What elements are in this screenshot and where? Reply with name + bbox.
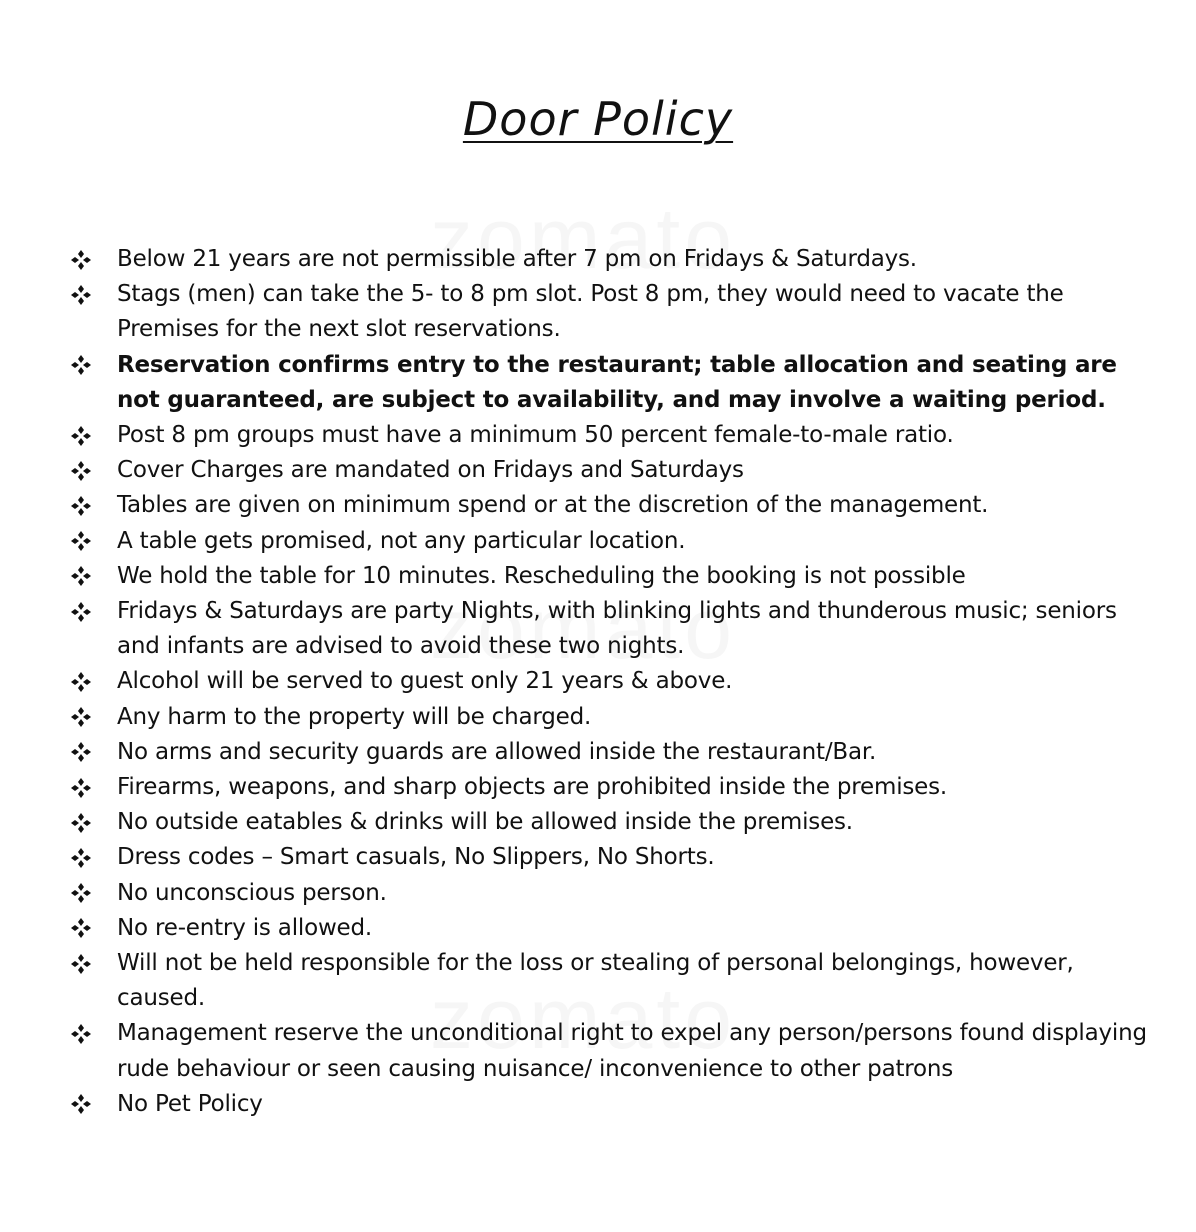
policy-item: [0, 911, 1196, 946]
policy-item: [0, 594, 1196, 664]
policy-item-text: Any harm to the property will be charged.: [117, 703, 592, 730]
policy-item: [0, 277, 1196, 347]
four-diamond-bullet-icon: [68, 524, 94, 559]
four-diamond-bullet-icon: [68, 840, 94, 875]
four-diamond-bullet-icon: [68, 348, 94, 383]
policy-item: [0, 805, 1196, 840]
four-diamond-bullet-icon: [68, 805, 94, 840]
policy-item-text: Fridays & Saturdays are party Nights, with blinking lights and thunderous music; seniors and infants are advised to avoid these two nights.: [117, 598, 1117, 660]
policy-item: [0, 418, 1196, 453]
policy-item-text: Dress codes – Smart casuals, No Slippers, No Shorts.: [117, 844, 715, 871]
policy-item: [0, 946, 1196, 1016]
policy-list: [0, 242, 1196, 1122]
four-diamond-bullet-icon: [68, 735, 94, 770]
four-diamond-bullet-icon: [68, 1016, 94, 1051]
four-diamond-bullet-icon: [68, 453, 94, 488]
policy-item-text: Management reserve the unconditional right to expel any person/persons found displaying rude behaviour or seen causing nuisance/ inconvenience to other patrons: [117, 1020, 1147, 1082]
page-title-container: [0, 92, 1196, 146]
four-diamond-bullet-icon: [68, 242, 94, 277]
four-diamond-bullet-icon: [68, 770, 94, 805]
policy-item-text: We hold the table for 10 minutes. Rescheduling the booking is not possible: [117, 562, 966, 589]
policy-item-text: Reservation confirms entry to the restaurant; table allocation and seating are not guaranteed, are subject to availability, and may involve a waiting period.: [117, 351, 1117, 413]
four-diamond-bullet-icon: [68, 559, 94, 594]
policy-item: [0, 1016, 1196, 1086]
four-diamond-bullet-icon: [68, 946, 94, 981]
policy-item-text: Cover Charges are mandated on Fridays and Saturdays: [117, 457, 744, 484]
policy-item-text: Alcohol will be served to guest only 21 years & above.: [117, 668, 733, 695]
policy-item: [0, 735, 1196, 770]
policy-item: [0, 1087, 1196, 1122]
four-diamond-bullet-icon: [68, 488, 94, 523]
policy-item: [0, 453, 1196, 488]
policy-item: [0, 348, 1196, 418]
four-diamond-bullet-icon: [68, 911, 94, 946]
policy-item-text: Tables are given on minimum spend or at the discretion of the management.: [117, 492, 989, 519]
policy-item: [0, 242, 1196, 277]
policy-item-text: Stags (men) can take the 5- to 8 pm slot. Post 8 pm, they would need to vacate the Premises for the next slot reservations.: [117, 281, 1064, 343]
four-diamond-bullet-icon: [68, 1087, 94, 1122]
policy-item-text: Below 21 years are not permissible after 7 pm on Fridays & Saturdays.: [117, 246, 917, 272]
policy-item-text: No unconscious person.: [117, 879, 387, 906]
policy-item: [0, 488, 1196, 523]
policy-item: [0, 840, 1196, 875]
policy-item: [0, 700, 1196, 735]
policy-item: [0, 770, 1196, 805]
policy-item-text: Will not be held responsible for the loss or stealing of personal belongings, however, caused.: [117, 950, 1074, 1012]
four-diamond-bullet-icon: [68, 594, 94, 629]
four-diamond-bullet-icon: [68, 277, 94, 312]
policy-item: [0, 524, 1196, 559]
page-title: Door Policy: [462, 92, 734, 146]
policy-item: [0, 664, 1196, 699]
policy-item-text: No arms and security guards are allowed inside the restaurant/Bar.: [117, 738, 877, 765]
policy-item-text: A table gets promised, not any particular location.: [117, 527, 686, 554]
policy-item-text: No Pet Policy: [117, 1090, 263, 1117]
policy-item-text: Post 8 pm groups must have a minimum 50 percent female-to-male ratio.: [117, 422, 954, 449]
four-diamond-bullet-icon: [68, 876, 94, 911]
policy-item: [0, 876, 1196, 911]
policy-item: [0, 559, 1196, 594]
four-diamond-bullet-icon: [68, 700, 94, 735]
policy-item-text: No re-entry is allowed.: [117, 914, 373, 941]
four-diamond-bullet-icon: [68, 664, 94, 699]
policy-item-text: Firearms, weapons, and sharp objects are prohibited inside the premises.: [117, 774, 948, 801]
policy-item-text: No outside eatables & drinks will be allowed inside the premises.: [117, 809, 853, 836]
four-diamond-bullet-icon: [68, 418, 94, 453]
